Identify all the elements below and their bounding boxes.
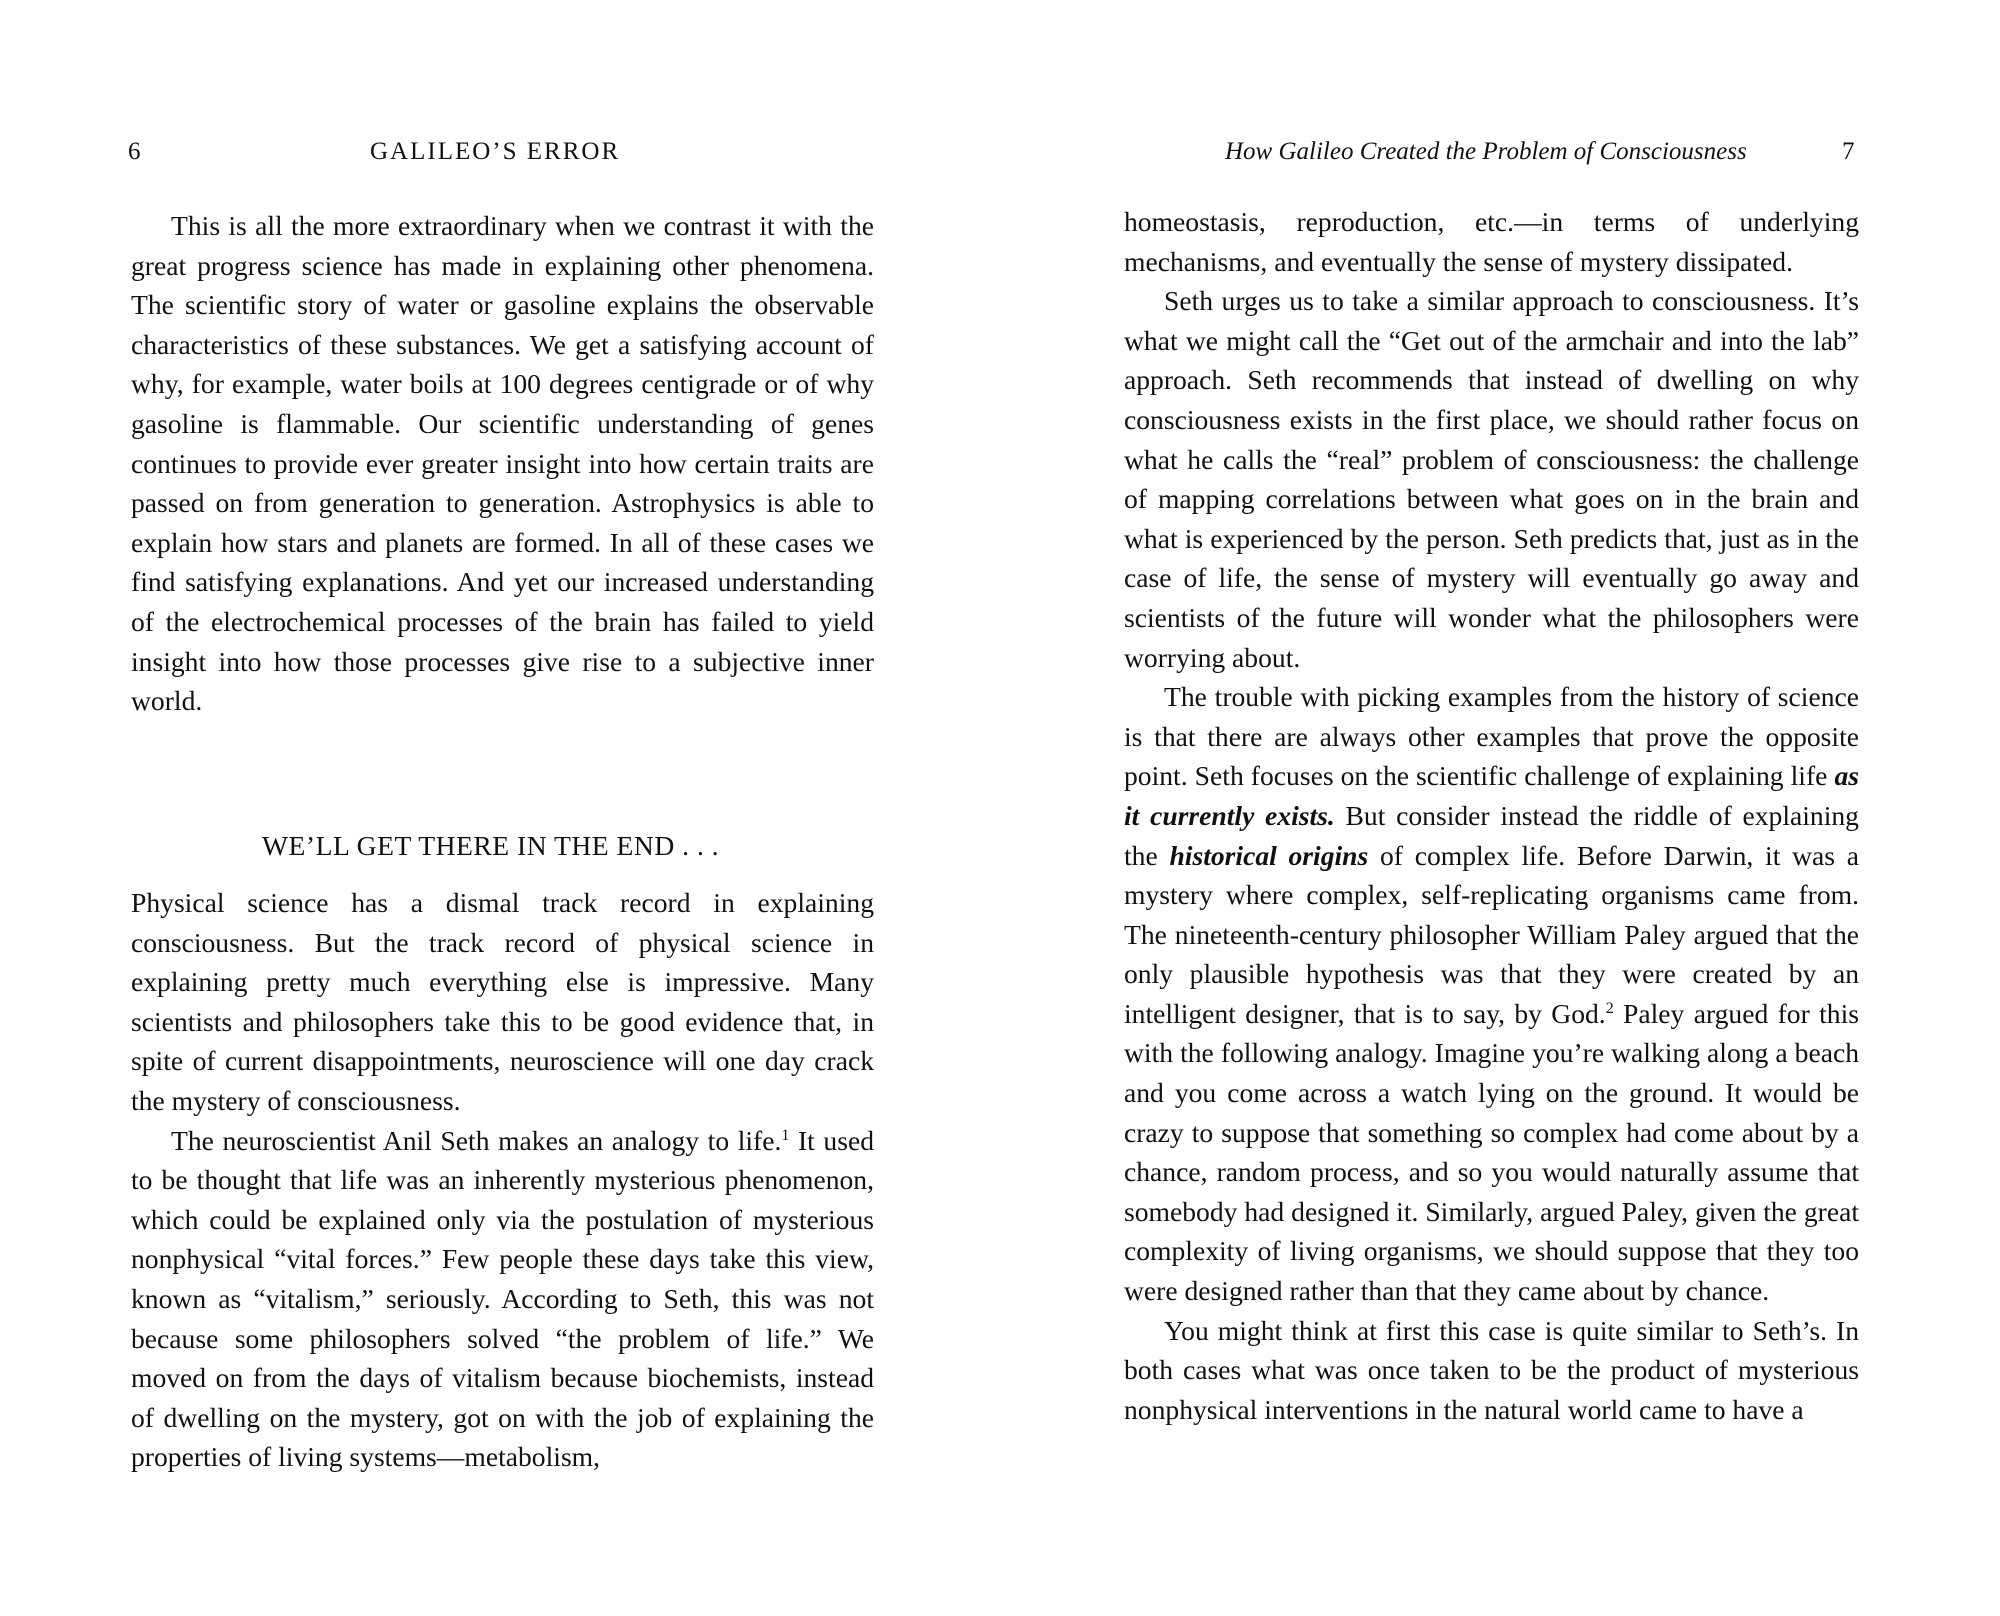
paragraph: homeostasis, reproduction, etc.—in terms of underlying mechanisms, and eventually the sense of mystery dissipated. [1124, 206, 1859, 277]
running-head: GALILEO’S ERROR [370, 138, 621, 165]
page-number: 6 [128, 138, 141, 165]
emphasis: as it currently exists. [1124, 760, 1859, 831]
paragraph [1124, 677, 1859, 1311]
paragraph-text: But consider instead the riddle of explaining the [1124, 799, 1859, 871]
paragraph-text: of complex life. Before Darwin, it was a mystery where complex, self-replicating organisms came from. The nineteenth-century philosopher William Paley argued that the only plausible hypothesis was that they were created by an intelligent designer, that is to say, by God. [1124, 839, 1860, 1029]
paragraph-text: Paley argued for this with the following analogy. Imagine you’re walking along a beach and you come across a watch lying on the ground. It would be crazy to suppose that something so complex had come about by a chance, random process, and so you would naturally assume that somebody had designed it. Similarly, argued Paley, given the great complexity of living organisms, we should suppose that they too were designed rather than that they came about by chance. [1124, 997, 1859, 1307]
right-page [1000, 0, 2000, 1616]
section-heading: WE’LL GET THERE IN THE END . . . [262, 830, 720, 861]
text-block [131, 883, 874, 1477]
paragraph: This is all the more extraordinary when we contrast it with the great progress science has made in explaining other phenomena. The scientific story of water or gasoline explains the observable characteristics of these substances. We get a satisfying account of why, for example, water boils at 100 degrees centigrade or of why gasoline is flammable. Our scientific understanding of genes continues to provide ever greater insight into how certain traits are passed on from generation to generation. Astrophysics is able to explain how stars and planets are formed. In all of these cases we find satisfying explanations. And yet our increased understanding of the electrochemical processes of the brain has failed to yield insight into how those processes give rise to a subjective inner world. [131, 210, 874, 717]
paragraph: You might think at first this case is quite similar to Seth’s. In both cases what was once taken to be the product of mysterious nonphysical interventions in the natural world came to have a [1124, 1314, 1859, 1425]
paragraph-text: The neuroscientist Anil Seth makes an analogy to life. [171, 1124, 782, 1156]
footnote-marker: 1 [781, 1126, 790, 1144]
paragraph-text: It used to be thought that life was an inherently mysterious phenomenon, which could be explained only via the postulation of mysterious nonphysical “vital forces.” Few people these days take this view, known as “vitalism,” seriously. According to Seth, this was not because some philosophers solved “the problem of life.” We moved on from the days of vitalism because biochemists, instead of dwelling on the mystery, got on with the job of explaining the properties of living systems—metabolism, [131, 1124, 874, 1473]
running-head: How Galileo Created the Problem of Consciousness [1225, 138, 1747, 165]
text-block [131, 206, 874, 721]
paragraph: Seth urges us to take a similar approach to consciousness. It’s what we might call the “Get out of the armchair and into the lab” approach. Seth recommends that instead of dwelling on why consciousness exists in the first place, we should rather focus on what he calls the “real” problem of consciousness: the challenge of mapping correlations between what goes on in the brain and what is experienced by the person. Seth predicts that, just as in the case of life, the sense of mystery will eventually go away and scientists of the future will wonder what the philosophers were worrying about. [1124, 285, 1859, 673]
footnote-marker: 2 [1605, 999, 1614, 1017]
paragraph [131, 1121, 874, 1477]
paragraph: Physical science has a dismal track record in explaining consciousness. But the track record of physical science in explaining pretty much everything else is impressive. Many scientists and philosophers take this to be good evidence that, in spite of current disappointments, neuroscience will one day crack the mystery of consciousness. [131, 887, 874, 1116]
page-number: 7 [1842, 138, 1855, 165]
paragraph-text: The trouble with picking examples from the history of science is that there are always other examples that prove the opposite point. Seth focuses on the scientific challenge of explaining life [1124, 681, 1859, 792]
text-block [1124, 202, 1859, 1429]
emphasis: historical origins [1169, 839, 1369, 871]
